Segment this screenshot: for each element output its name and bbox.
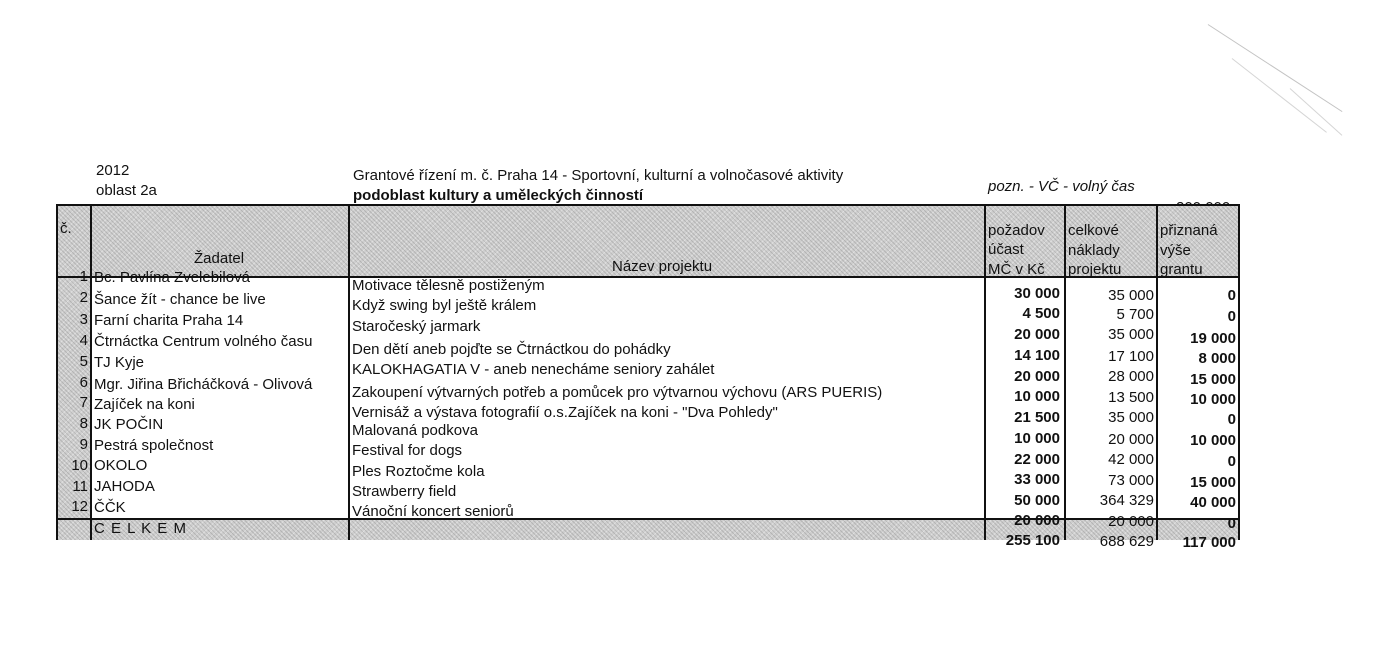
year-label: 2012	[96, 162, 130, 179]
document-subtitle: podoblast kultury a uměleckých činností	[353, 187, 644, 204]
cost-cell: 28 000	[1108, 368, 1154, 385]
applicant-cell: Farní charita Praha 14	[94, 312, 244, 329]
column-header-granted-2: výše	[1160, 242, 1191, 259]
project-cell: Staročeský jarmark	[352, 318, 481, 335]
column-header-granted-1: přiznaná	[1160, 222, 1218, 239]
applicant-cell: Zajíček na koni	[94, 396, 195, 413]
project-cell: Den dětí aneb pojďte se Čtrnáctkou do pohádky	[352, 341, 671, 358]
requested-cell: 22 000	[1014, 451, 1060, 468]
column-header-granted-3: grantu	[1160, 261, 1203, 278]
granted-cell: 40 000	[1190, 494, 1236, 511]
requested-cell: 20 000	[1014, 368, 1060, 385]
granted-cell: 15 000	[1190, 371, 1236, 388]
row-number: 4	[79, 332, 88, 349]
granted-cell: 0	[1227, 453, 1236, 470]
row-number: 10	[71, 457, 88, 474]
column-divider	[90, 206, 92, 540]
note-label: pozn. - VČ - volný čas	[988, 178, 1135, 195]
requested-cell: 30 000	[1014, 285, 1060, 302]
applicant-cell: Bc. Pavlína Zvelebilová	[94, 269, 250, 286]
requested-cell: 10 000	[1014, 388, 1060, 405]
cost-cell: 35 000	[1108, 287, 1154, 304]
granted-cell: 0	[1227, 287, 1236, 304]
cost-cell: 17 100	[1108, 348, 1154, 365]
requested-cell: 20 000	[1014, 326, 1060, 343]
totals-cost: 688 629	[1099, 533, 1154, 550]
cost-cell: 20 000	[1108, 431, 1154, 448]
applicant-cell: Šance žít - chance be live	[94, 291, 266, 308]
area-label: oblast 2a	[96, 182, 157, 199]
row-number: 11	[72, 478, 88, 495]
column-divider	[348, 206, 350, 540]
granted-cell: 15 000	[1190, 474, 1236, 491]
totals-divider	[58, 518, 1238, 520]
cost-cell: 20 000	[1108, 513, 1154, 530]
row-number: 8	[79, 415, 88, 432]
granted-cell: 19 000	[1190, 330, 1236, 347]
project-cell: Vernisáž a výstava fotografií o.s.Zajíček na koni - "Dva Pohledy"	[352, 404, 778, 421]
project-cell: Vánoční koncert seniorů	[352, 503, 514, 520]
scan-artefact-line	[1208, 24, 1343, 112]
column-header-cost-3: projektu	[1068, 261, 1122, 278]
applicant-cell: Pestrá společnost	[94, 437, 214, 454]
granted-cell: 8 000	[1198, 350, 1236, 367]
cost-cell: 73 000	[1108, 472, 1154, 489]
project-cell: Festival for dogs	[352, 442, 463, 459]
granted-cell: 0	[1227, 308, 1236, 325]
granted-cell: 0	[1227, 515, 1236, 532]
cost-cell: 35 000	[1108, 326, 1154, 343]
project-cell: Zakoupení výtvarných potřeb a pomůcek pro výtvarnou výchovu (ARS PUERIS)	[352, 384, 883, 401]
row-number: 12	[71, 498, 88, 515]
cost-cell: 35 000	[1108, 409, 1154, 426]
column-header-requested-2: účast	[988, 241, 1024, 258]
column-header-number: č.	[60, 220, 72, 237]
row-number: 5	[79, 353, 88, 370]
cost-cell: 5 700	[1116, 306, 1154, 323]
applicant-cell: ČČK	[94, 499, 126, 516]
cost-cell: 13 500	[1108, 389, 1154, 406]
granted-cell: 10 000	[1190, 391, 1236, 408]
requested-cell: 50 000	[1014, 492, 1060, 509]
project-cell: Ples Roztočme kola	[352, 463, 485, 480]
document-title: Grantové řízení m. č. Praha 14 - Sportovní, kulturní a volnočasové aktivity	[353, 167, 844, 184]
requested-cell: 21 500	[1014, 409, 1060, 426]
cost-cell: 42 000	[1108, 451, 1154, 468]
applicant-cell: OKOLO	[94, 457, 148, 474]
project-cell: Malovaná podkova	[352, 422, 478, 439]
project-cell: KALOKHAGATIA V - aneb nenecháme seniory zahálet	[352, 361, 715, 378]
totals-requested: 255 100	[1005, 532, 1060, 549]
column-header-requested-3: MČ v Kč	[988, 261, 1045, 278]
row-number: 1	[79, 268, 88, 285]
requested-cell: 14 100	[1014, 347, 1060, 364]
applicant-cell: JK POČIN	[94, 416, 164, 433]
row-number: 7	[79, 394, 88, 411]
applicant-cell: TJ Kyje	[94, 354, 145, 371]
row-number: 6	[79, 374, 88, 391]
requested-cell: 33 000	[1014, 471, 1060, 488]
project-cell: Strawberry field	[352, 483, 457, 500]
column-header-project: Název projektu	[612, 258, 713, 275]
column-header-cost-2: náklady	[1068, 242, 1120, 259]
applicant-cell: Mgr. Jiřina Břicháčková - Olivová	[94, 376, 313, 393]
cost-cell: 364 329	[1099, 492, 1154, 509]
project-cell: Motivace tělesně postiženým	[352, 277, 545, 294]
requested-cell: 4 500	[1022, 305, 1060, 322]
row-number: 9	[79, 436, 88, 453]
row-number: 2	[79, 289, 88, 306]
project-cell: Když swing byl ještě králem	[352, 297, 537, 314]
column-header-requested-1: požadov	[988, 222, 1045, 239]
grant-table	[56, 204, 1240, 551]
granted-cell: 10 000	[1190, 432, 1236, 449]
column-header-cost-1: celkové	[1068, 222, 1119, 239]
granted-cell: 0	[1227, 411, 1236, 428]
applicant-cell: JAHODA	[94, 478, 155, 495]
totals-label: C E L K E M	[94, 520, 187, 537]
totals-granted: 117 000	[1182, 534, 1236, 551]
requested-cell: 20 000	[1014, 512, 1060, 529]
requested-cell: 10 000	[1014, 430, 1060, 447]
row-number: 3	[79, 311, 88, 328]
column-header-applicant: Žadatel	[194, 250, 245, 267]
applicant-cell: Čtrnáctka Centrum volného času	[94, 333, 313, 350]
